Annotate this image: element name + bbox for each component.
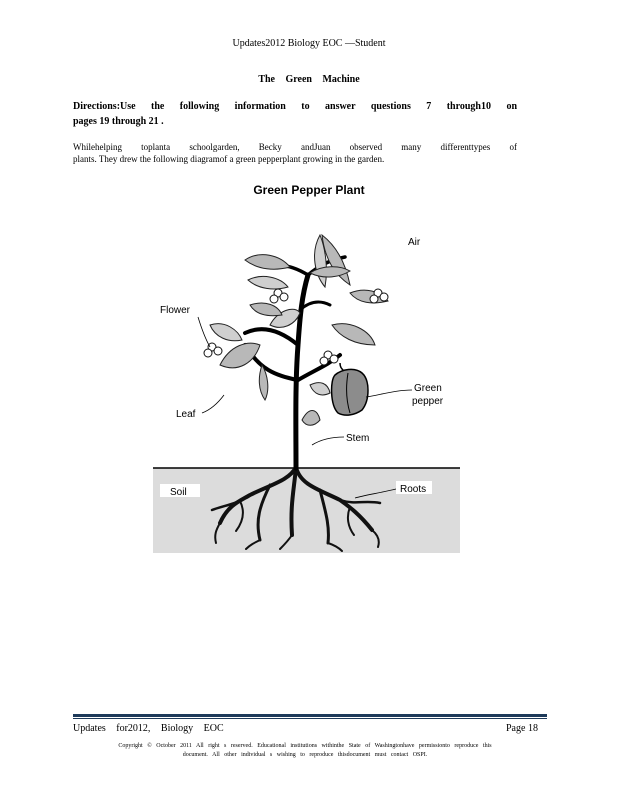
label-leaf: Leaf [176,409,196,420]
intro-paragraph [73,141,517,165]
green-pepper-plant-diagram [150,205,470,555]
intro-line-1: Whilehelping toplanta schoolgarden, Becky andJuan observed many differenttypes of [73,142,517,152]
label-flower: Flower [160,305,191,316]
copyright-notice [83,742,527,760]
stem-drawing [245,257,345,468]
figure-title: Green Pepper Plant [253,183,365,197]
copyright-line-2: document. All other individual s wishing to reproduce thisdocument must contact OSPI. [182,752,428,758]
footer-rule [73,714,547,717]
label-stem: Stem [346,433,370,444]
label-roots: Roots [400,484,427,495]
label-green-pepper-line-1: Green [414,383,442,394]
label-soil: Soil [170,487,187,498]
directions-paragraph [73,99,517,129]
label-green-pepper-line-2: pepper [412,396,444,407]
directions-line-2: pages 19 through 21 . [73,116,164,127]
intro-line-2: plants. They drew the following diagramof a green pepperplant growing in the garden. [73,154,385,164]
flower-left [204,343,222,357]
directions-line-1: Directions:Use the following information to answer questions 7 through10 on [73,101,517,112]
green-pepper-drawing [332,363,368,415]
page-header: Updates2012 Biology EOC —Student [232,38,386,49]
copyright-line-1: Copyright © October 2011 All right s reserved. Educational institutions withinthe State of Washingtonhave permissionto reproduce this [118,743,492,749]
footer-left: Updates for2012, Biology EOC [73,723,224,734]
footer-rule-thin [73,718,547,719]
flower-top-left [270,289,288,303]
label-air: Air [408,237,421,248]
section-title: The Green Machine [258,74,360,85]
page-number: Page 18 [506,723,538,734]
